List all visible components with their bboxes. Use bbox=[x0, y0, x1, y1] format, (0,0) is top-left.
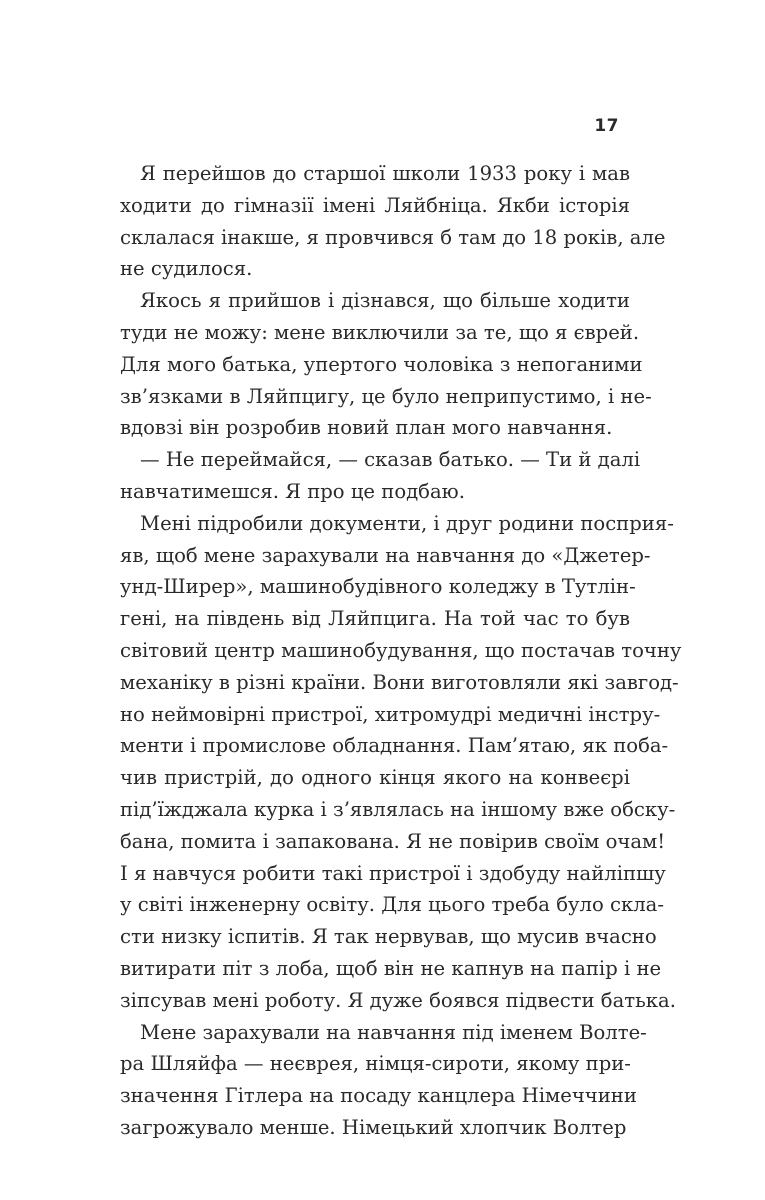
text-line: но неймовірні пристрої, хитромудрі медичні інстру- bbox=[120, 702, 661, 726]
text-line: навчатимешся. Я про це подбаю. bbox=[120, 479, 465, 503]
text-line: вдовзі він розробив новий план мого навчання. bbox=[120, 416, 613, 440]
text-line: І я навчуся робити такі пристрої і здобуду найліпшу bbox=[120, 861, 666, 885]
page-number: 17 bbox=[594, 116, 619, 136]
text-line: — Не переймайся, — сказав батько. — Ти й далі bbox=[140, 448, 641, 472]
paragraph bbox=[120, 444, 641, 508]
paragraph bbox=[120, 158, 666, 285]
text-line: яв, щоб мене зарахували на навчання до «Джетер- bbox=[120, 543, 651, 567]
text-line: туди не можу: мене виключили за те, що я єврей. bbox=[120, 320, 640, 344]
text-line: зіпсував мені роботу. Я дуже боявся підвести батька. bbox=[120, 988, 676, 1012]
text-line: витирати піт з лоба, щоб він не капнув на папір і не bbox=[120, 956, 662, 980]
text-line: у світі інженерну освіту. Для цього треба було скла- bbox=[120, 893, 664, 917]
text-line: менти і промислове обладнання. Пам’ятаю, як поба- bbox=[120, 734, 669, 758]
text-line: світовий центр машинобудування, що постачав точну bbox=[120, 638, 682, 662]
paragraph bbox=[120, 1017, 647, 1144]
text-line: сти низку іспитів. Я так нервував, що мусив вчасно bbox=[120, 925, 657, 949]
text-line: бана, помита і запакована. Я не повірив своїм очам! bbox=[120, 829, 666, 853]
text-line: загрожувало менше. Німецький хлопчик Волтер bbox=[120, 1115, 627, 1139]
text-line: зв’язками в Ляйпцигу, це було неприпустимо, і не- bbox=[120, 384, 652, 408]
text-line: Мені підробили документи, і друг родини посприя- bbox=[140, 511, 674, 535]
text-line: склалася інакше, я провчився б там до 18 років, але bbox=[120, 225, 666, 249]
text-line: Для мого батька, упертого чоловіка з непоганими bbox=[120, 352, 643, 376]
text-line: під’їжджала курка і з’являлась на іншому вже обску- bbox=[120, 797, 676, 821]
text-line: ходити до гімназії імені Ляйбніца. Якби історія bbox=[120, 193, 630, 217]
paragraph bbox=[120, 508, 682, 1017]
text-line: унд-Ширер», машинобудівного коледжу в Тутлін- bbox=[120, 575, 636, 599]
text-line: Я перейшов до старшої школи 1933 року і мав bbox=[140, 162, 630, 185]
text-line: не судилося. bbox=[120, 257, 253, 281]
text-line: чив пристрій, до одного кінця якого на конвеєрі bbox=[120, 766, 630, 790]
paragraph bbox=[120, 285, 652, 444]
text-line: ра Шляйфа — неєврея, німця-сироти, якому при- bbox=[120, 1052, 631, 1076]
body-text bbox=[120, 158, 682, 1144]
text-line: гені, на південь від Ляйпцига. На той час то був bbox=[120, 607, 630, 631]
text-line: механіку в різні країни. Вони виготовляли які завгод- bbox=[120, 670, 679, 694]
text-line: Мене зарахували на навчання під іменем Волте- bbox=[140, 1020, 647, 1044]
text-line: Якось я прийшов і дізнався, що більше ходити bbox=[140, 289, 630, 313]
text-line: значення Гітлера на посаду канцлера Німеччини bbox=[120, 1084, 637, 1108]
